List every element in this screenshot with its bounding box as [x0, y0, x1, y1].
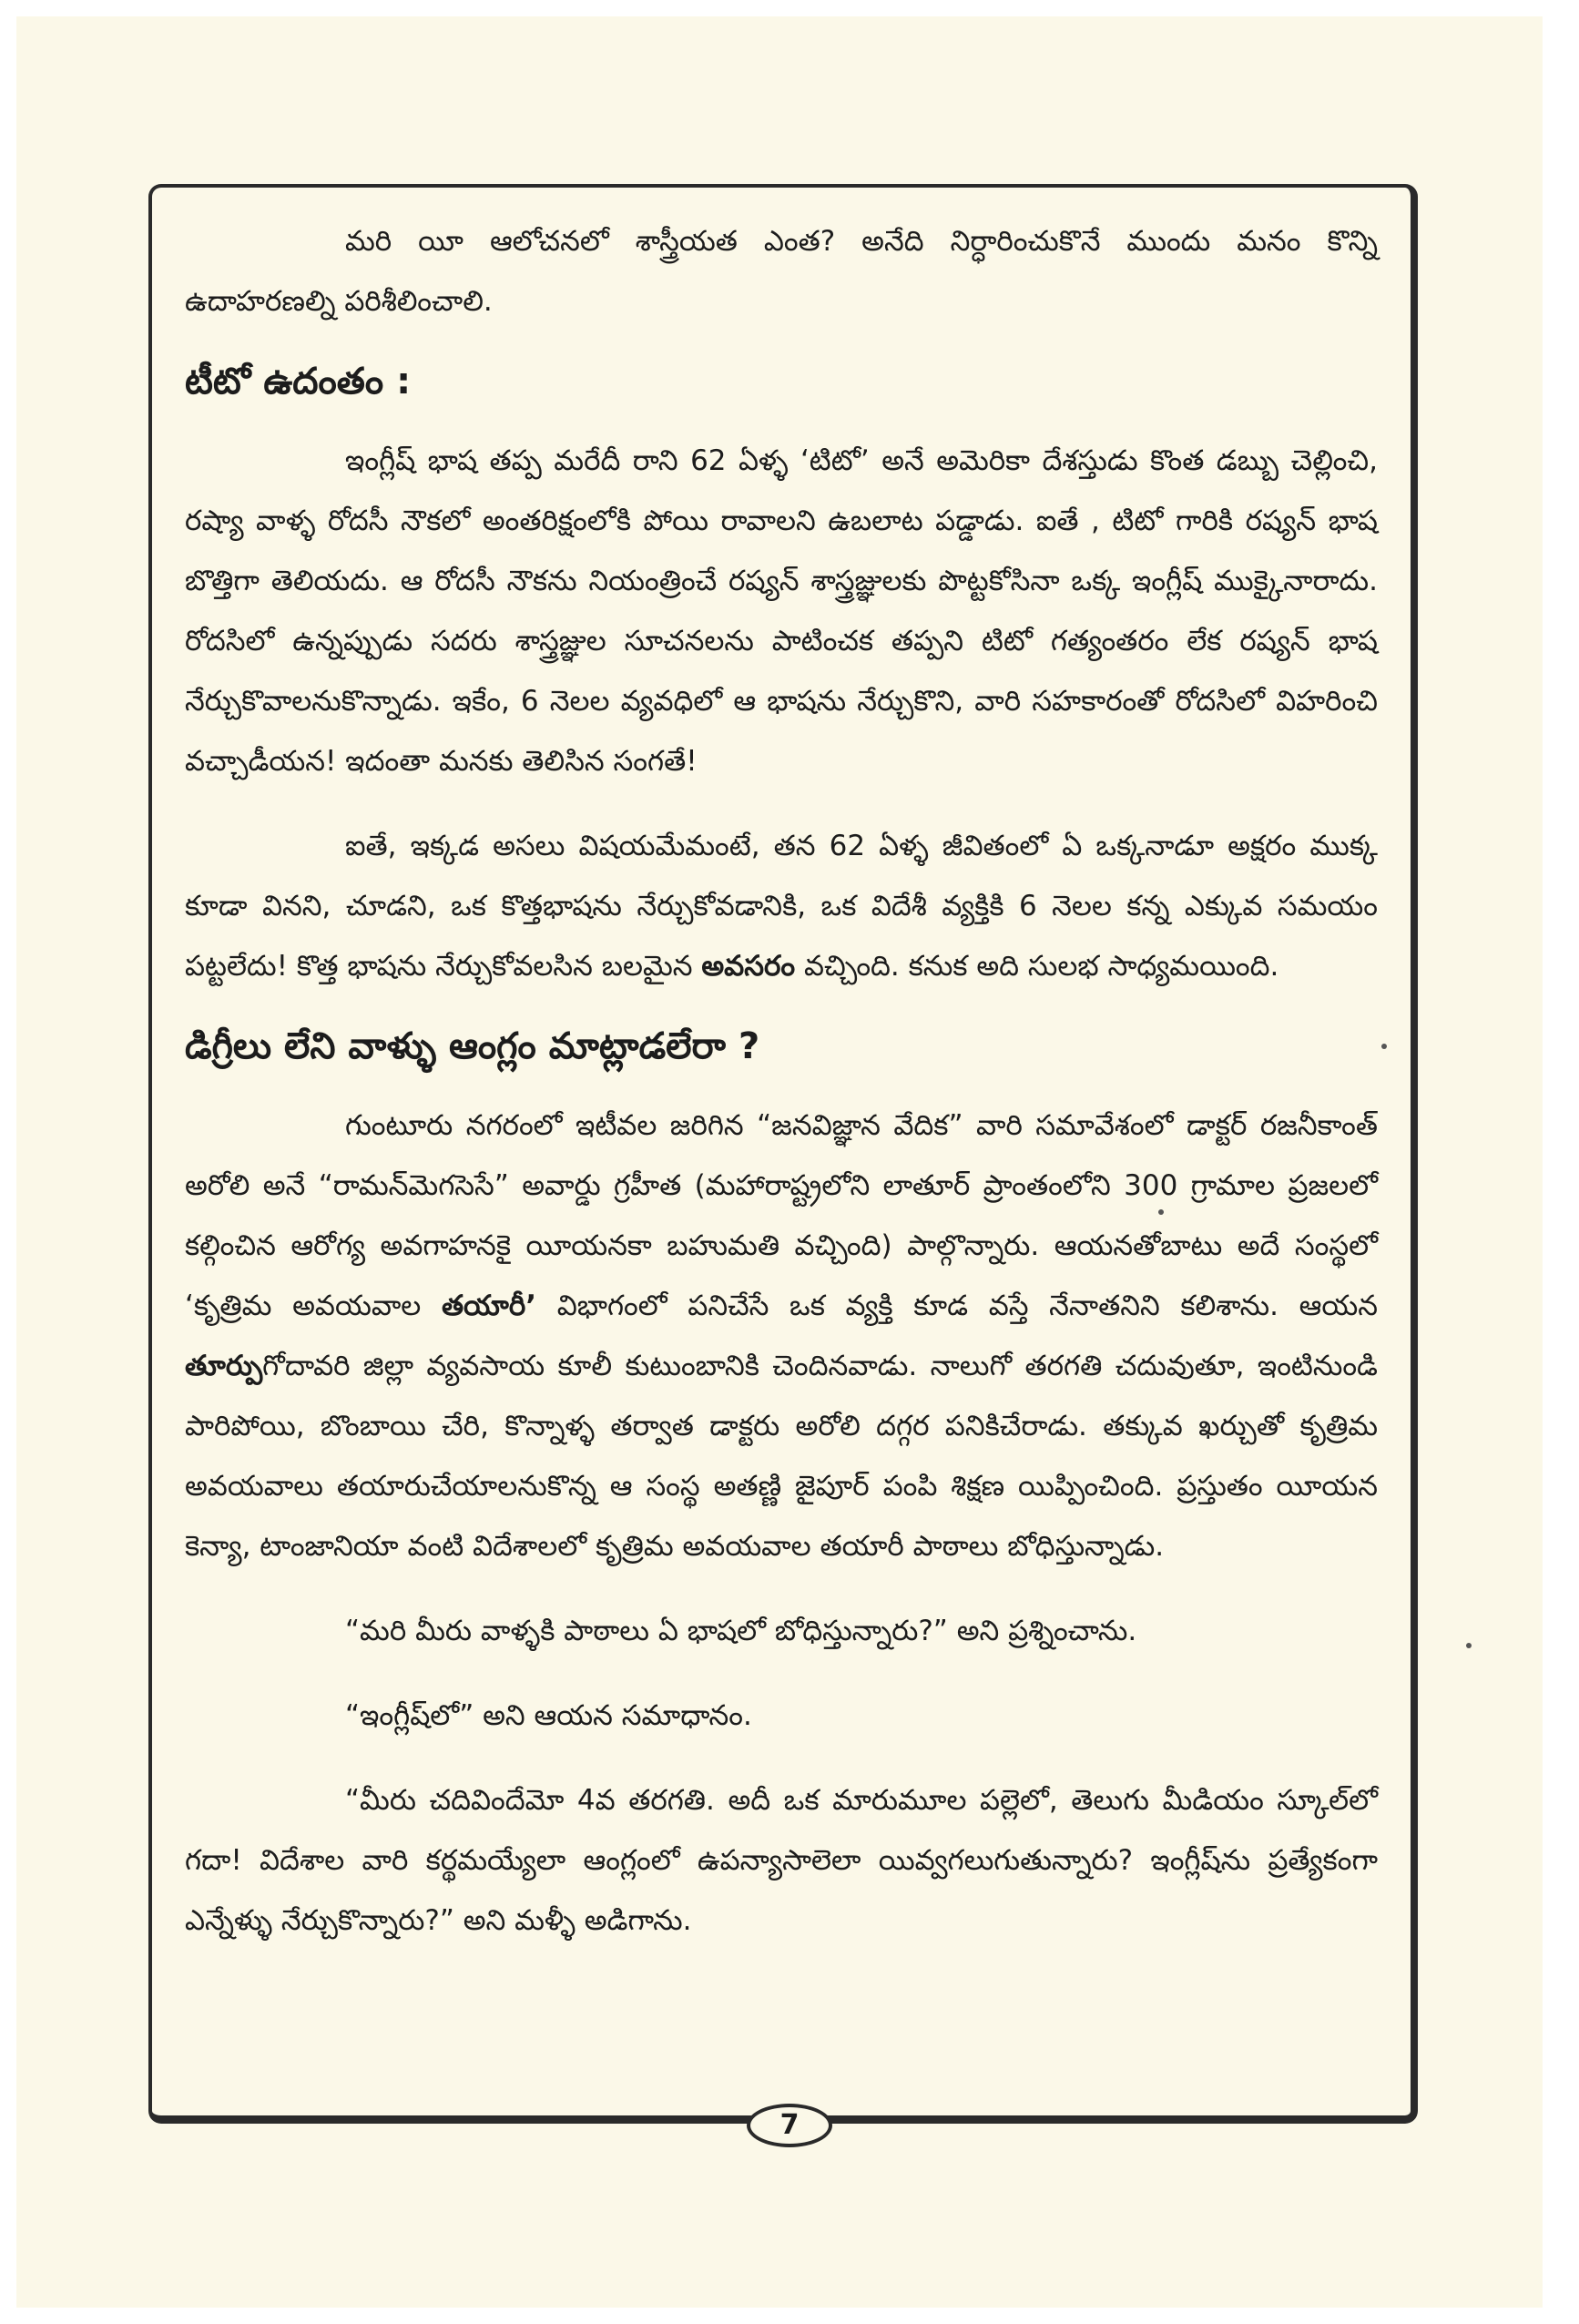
text-run: ఐతే, ఇక్కడ అసలు విషయమేమంటే, తన 62 ఏళ్ళ జీవితంలో ఏ ఒక్కనాడూ అక్షరం ముక్క కూడా వినని, చూడని, ఒక కొత్తభాషను నేర్చుకోవడానికి, ఒక విదేశీ వ్యక్తికి 6 నెలల కన్న ఎక్కువ సమయం పట్టలేదు! కొత్త భాషను నేర్చుకోవలసిన బలమైన	[185, 830, 1378, 983]
paragraph-question: “మరి మీరు వాళ్ళకి పాఠాలు ఏ భాషలో బోధిస్తున్నారు?” అని ప్రశ్నించాను.	[345, 1615, 1137, 1647]
text-run: వచ్చింది. కనుక అది సులభ సాధ్యమయింది.	[803, 950, 1279, 983]
paragraph-tito-point	[185, 816, 1378, 996]
section-heading-tito: టీటో ఉదంతం :	[185, 361, 412, 403]
paragraph-tito-story: ఇంగ్లీష్ భాష తప్ప మరేదీ రాని 62 ఏళ్ళ ‘టిటో’ అనే అమెరికా దేశస్తుడు కొంత డబ్బు చెల్లించి, రష్యా వాళ్ళ రోదసీ నౌకలో అంతరిక్షంలోకి పోయి రావాలని ఉబలాట పడ్డాడు. ఐతే , టిటో గారికి రష్యన్ భాష బొత్తిగా తెలియదు. ఆ రోదసీ నౌకను నియంత్రించే రష్యన్ శాస్త్రజ్ఞులకు పొట్టకోసినా ఒక్క ఇంగ్లీష్ ముక్కైనారాదు. రోదసిలో ఉన్నప్పుడు సదరు శాస్త్రజ్ఞుల సూచనలను పాటించక తప్పని టిటో గత్యంతరం లేక రష్యన్ భాష నేర్చుకొవాలనుకొన్నాడు. ఇకేం, 6 నెలల వ్యవధిలో ఆ భాషను నేర్చుకొని, వారి సహకారంతో రోదసిలో విహరించి వచ్చాడీయన! ఇదంతా మనకు తెలిసిన సంగతే!	[185, 444, 1378, 778]
bold-word-need: అవసరం	[701, 950, 796, 983]
paragraph-followup: “మీరు చదివిందేమో 4వ తరగతి. అదీ ఒక మారుమూల పల్లెలో, తెలుగు మీడియం స్కూల్‌లో గదా! విదేశాల వారి కర్థమయ్యేలా ఆంగ్లంలో ఉపన్యాసాలెలా యివ్వగలుగుతున్నారు? ఇంగ్లీష్‌ను ప్రత్యేకంగా ఎన్నేళ్ళు నేర్చుకొన్నారు?” అని మళ్ళీ అడిగాను.	[185, 1784, 1378, 1937]
ink-speck	[1466, 1643, 1472, 1648]
text-run: విభాగంలో పనిచేసే ఒక వ్యక్తి కూడ వస్తే నేనాతనిని కలిశాను. ఆయన	[556, 1289, 1378, 1322]
section-heading-degrees: డిగ్రీలు లేని వాళ్ళు ఆంగ్లం మాట్లాడలేరా ?	[185, 1025, 760, 1067]
page-number: 7	[747, 2104, 832, 2147]
bold-word-making: తయారీ’	[441, 1289, 537, 1322]
text-frame	[148, 184, 1418, 2124]
bold-word-east: తూర్పు	[185, 1350, 263, 1382]
text-run: గుంటూరు నగరంలో ఇటీవల జరిగిన “జనవిజ్ఞాన వేదిక” వారి సమావేశంలో డాక్టర్ రజనీకాంత్ అరోలి అనే “రామన్‌మెగసెసే” అవార్డు గ్రహీత (మహారాష్ట్రలోని లాతూర్ ప్రాంతంలోని 300 గ్రామాల ప్రజలలో కల్గించిన ఆరోగ్య అవగాహనకై యీయనకా బహుమతి వచ్చింది) పాల్గొన్నారు. ఆయనతోబాటు అదే సంస్థలో ‘కృత్రిమ అవయవాల	[185, 1109, 1378, 1322]
text-run: గోదావరి జిల్లా వ్యవసాయ కూలీ కుటుంబానికి చెందినవాడు. నాలుగో తరగతి చదువుతూ, ఇంటినుండి పారిపోయి, బొంబాయి చేరి, కొన్నాళ్ళ తర్వాత డాక్టరు అరోలి దగ్గర పనికిచేరాడు. తక్కువ ఖర్చుతో కృత్రిమ అవయవాలు తయారుచేయాలనుకొన్న ఆ సంస్థ అతణ్ణి జైపూర్ పంపి శిక్షణ యిప్పించింది. ప్రస్తుతం యీయన కెన్యా, టాంజానియా వంటి విదేశాలలో కృత్రిమ అవయవాల తయారీ పాఠాలు బోధిస్తున్నాడు.	[185, 1350, 1378, 1563]
paragraph-guntur-meeting	[185, 1096, 1378, 1576]
paragraph-intro: మరి యీ ఆలోచనలో శాస్త్రీయత ఎంత? అనేది నిర్ధారించుకొనే ముందు మనం కొన్ని ఉదాహరణల్ని పరిశీలించాలి.	[185, 225, 1378, 318]
paragraph-answer: “ఇంగ్లీష్‌లో” అని ఆయన సమాధానం.	[345, 1699, 752, 1732]
